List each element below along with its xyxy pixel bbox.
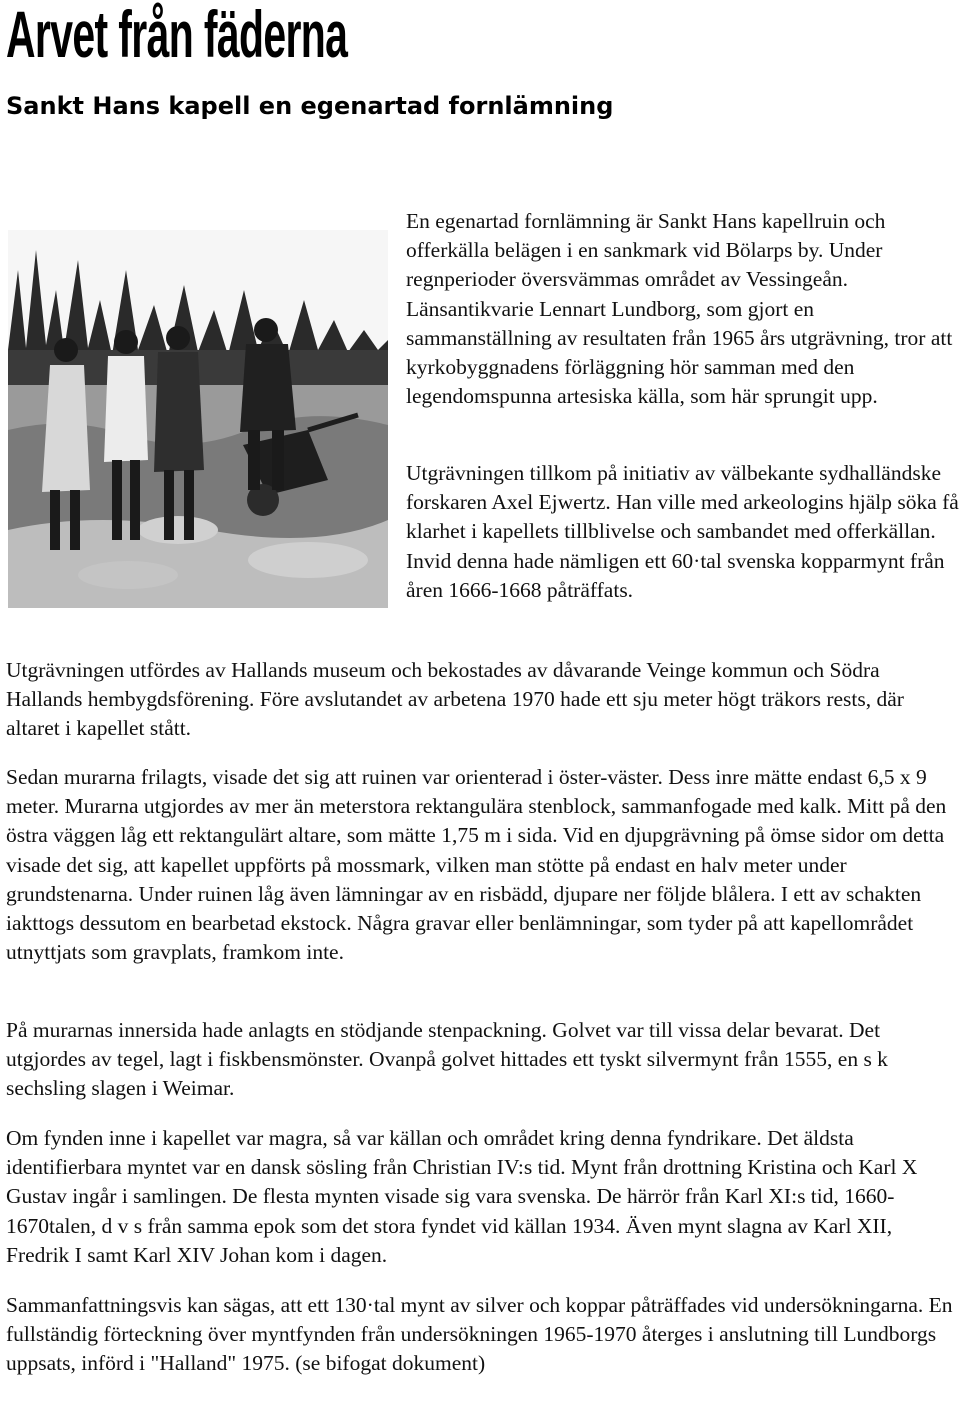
paragraph-ruin: Sedan murarna frilagts, visade det sig att ruinen var orienterad i öster-väster. Dess inre mätte endast 6,5 x 9 meter. Murarna utgjordes av mer än meterstora rektangulära stenblock, sammanfogade med kalk. Mitt på den östra väggen låg ett rektangulärt altare, som mätte 1,75 m i sida. Vid en djupgrävning på ömse sidor om detta visade det sig, att kapellet uppförts på mossmark, vilken man stötte på endast en halv meter under grundstenarna. Under ruinen låg även lämningar av en risbädd, djupare ner följde blålera. I ett av schakten iakttogs dessutom en bearbetad ekstock. Några gravar eller benlämningar, som tyder på att kapellområdet utnyttjats som gravplats, framkom inte. [6, 765, 947, 965]
article-subtitle: Sankt Hans kapell en egenartad fornlämning [6, 92, 614, 120]
paragraph-summary: Sammanfattningsvis kan sägas, att ett 130·tal mynt av silver och koppar påträffades vid undersökningarna. En fullständig förteckning över myntfynden från undersökningen 1965-1970 återges i anslutning till Lundborgs uppsats, införd i "Halland" 1975. (se bifogat dokument) [6, 1293, 953, 1376]
paragraph-intro: En egenartad fornlämning är Sankt Hans kapellruin och offerkälla belägen i en sankmark vid Bölarps by. Under regnperioder översvämmas området av Vessingeån. Länsantikvarie Lennart Lundborg, som gjort en sammanställning av resultaten från 1965 års utgrävning, tror att kyrkobyggnadens förläggning hör samman med den legendomspunna artesiska källa, som här sprungit upp. [406, 209, 953, 409]
masthead-title: Arvet från fäderna [6, 0, 348, 71]
paragraph-finds: Om fynden inne i kapellet var magra, så var källan och området kring denna fyndrikare. Det äldsta identifierbara myntet var en dansk sösling från Christian IV:s tid. Mynt från drottning Kristina och Karl X Gustav ingår i samlingen. De flesta mynten visade sig vara svenska. De härrör från Karl XI:s tid, 1660-1670talen, d v s från samma epok som det stora fyndet vid källan 1934. Även mynt slagna av Karl XII, Fredrik I samt Karl XIV Johan kom i dagen. [6, 1126, 918, 1267]
paragraph-museum: Utgrävningen utfördes av Hallands museum och bekostades av dåvarande Veinge kommun och Södra Hallands hembygdsförening. Före avslutandet av arbetena 1970 hade ett sju meter högt träkors rests, där altaret i kapellet stått. [6, 658, 904, 741]
excavation-photo-icon [8, 230, 388, 608]
paragraph-floor: På murarnas innersida hade anlagts en stödjande stenpackning. Golvet var till vissa delar bevarat. Det utgjordes av tegel, lagt i fiskbensmönster. Ovanpå golvet hittades ett tyskt silvermynt från 1555, en s k sechsling slagen i Weimar. [6, 1018, 888, 1101]
paragraph-initiative: Utgrävningen tillkom på initiativ av välbekante sydhalländske forskaren Axel Ejwertz. Han ville med arkeologins hjälp söka få klarhet i kapellets tillblivelse och sambandet med offerkällan. Invid denna hade nämligen ett 60·tal svenska kopparmynt från åren 1666-1668 påträffats. [406, 461, 959, 602]
